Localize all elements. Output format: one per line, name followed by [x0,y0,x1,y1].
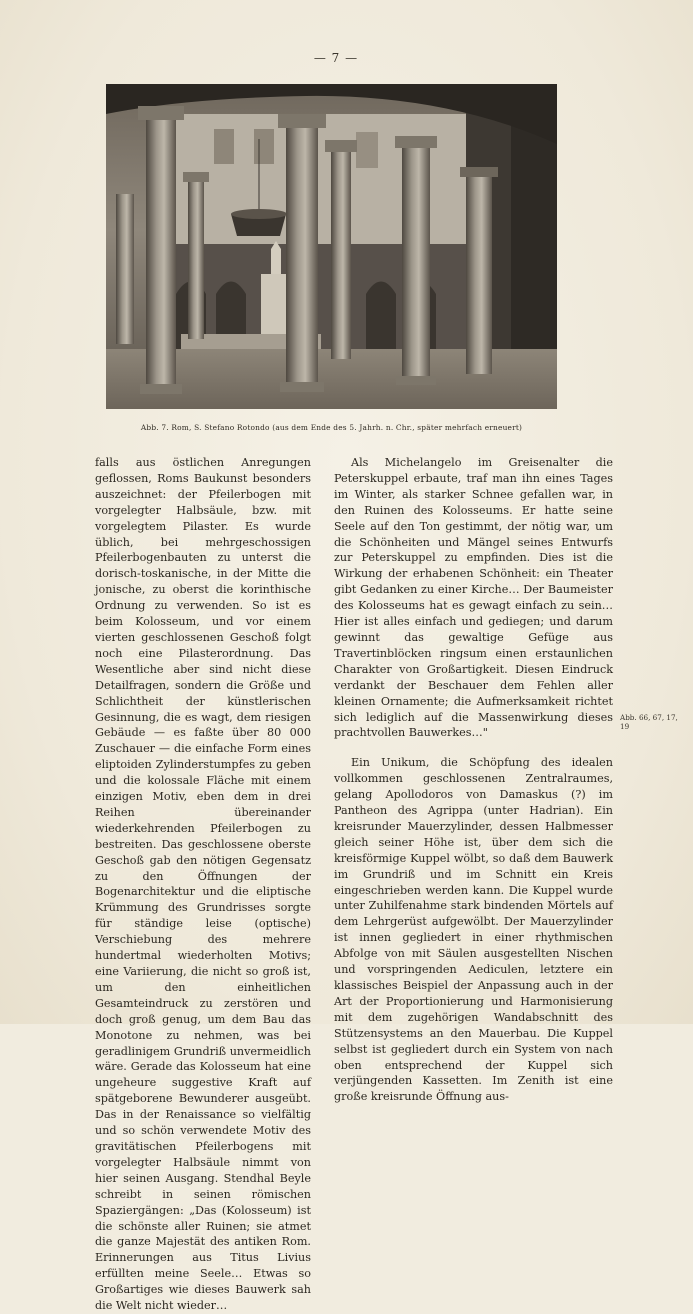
rotunda-interior-illustration [106,84,557,409]
figure-caption: Abb. 7. Rom, S. Stefano Rotondo (aus dem Ende des 5. Jahrh. n. Chr., später mehrfach erneuert) [140,423,523,432]
paragraph: Ein Unikum, die Schöpfung des idealen vollkommen geschlossenen Zentralraumes, gelang Apollodoros von Damaskus (?) im Pantheon des Agrippa (unter Hadrian). Ein kreisrunder Mauerzylinder, dessen Halbmesser gleich seiner Höhe ist, über dem sich die kreisförmige Kuppel wölbt, so daß dem Bauwerk im Grundriß und im Schnitt ein Kreis eingeschrieben werden kann. Die Kuppel wurde unter Zuhilfenahme stark bindenden Mörtels auf dem Lehrgerüst aufgewölbt. Der Mauerzylinder ist innen gegliedert in einer rhythmischen Abfolge von mit Säulen ausgestellten Nischen und vorspringenden Aediculen, letztere ein klassisches Beispiel der Anpassung auch in der Art der Proportionierung und Harmonisierung mit dem zugehörigen Wandabschnitt des Stützensystems an den Mauerbau. Die Kuppel selbst ist gegliedert durch ein System von nach oben entsprechend der Kuppel sich verjüngenden Kassetten. Im Zenith ist eine große kreisrunde Öffnung aus- [334,756,613,1104]
page-number: — 7 — [313,51,359,65]
paragraph: Als Michelangelo im Greisenalter die Peterskuppel erbaute, traf man ihn eines Tages im Winter, als starker Schnee gefallen war, in den Ruinen des Kolosseums. Er hatte seine Seele auf den Ton gestimmt, der nötig war, um die Schönheiten und Mängel seines Entwurfs zur Peterskuppel zu empfinden. Dies ist die Wirkung der erhabenen Schönheit: ein Theater gibt Gedanken zu einer Kirche… Der Baumeister des Kolosseums hat es gewagt einfach zu sein… Hier ist alles einfach und gediegen; und darum gewinnt das gewaltige Gefüge aus Travertinblöcken ringsum einen erstaunlichen Charakter von Großartigkeit. Diesen Eindruck verdankt der Beschauer dem Fehlen aller kleinen Ornamente; die Aufmerksamkeit richtet sich lediglich auf die Massenwirkung dieses prachtvollen Bauwerkes…" [334,456,613,740]
right-column [334,455,613,1105]
left-column [95,455,311,1314]
figure-photo [106,84,557,409]
margin-note: Abb. 66, 67, 17, 19 [620,713,678,731]
paragraph: falls aus östlichen Anregungen geflossen, Roms Baukunst besonders auszeichnet: der Pfeilerbogen mit vorgelegter Halbsäule, bzw. mit vorgelegtem Pilaster. Es wurde üblich, bei mehrgeschossigen Pfeilerbogenbauten zu unterst die dorisch-toskanische, in der Mitte die jonische, zu oberst die korinthische Ordnung zu verwenden. So ist es beim Kolosseum, und vor einem vierten geschlossenen Geschoß folgt noch eine Pilasterordnung. Das Wesentliche aber sind nicht diese Detailfragen, sondern die Größe und Schlichtheit der künstlerischen Gesinnung, die es wagt, dem riesigen Gebäude — es faßte über 80 000 Zuschauer — die einfache Form eines eliptoiden Zylinderstumpfes zu geben und die kolossale Fläche mit einem einzigen Motiv, eben dem in drei Reihen übereinander wiederkehrenden Pfeilerbogen zu bestreiten. Das geschlossene oberste Geschoß gab den nötigen Gegensatz zu den Öffnungen der Bogenarchitektur und die eliptische Krümmung des Grundrisses sorgte für ständige leise (optische) Verschiebung des mehrere hundertmal wiederholten Motivs; eine Variierung, die nicht so groß ist, um den einheitlichen Gesamteindruck zu zerstören und doch groß genug, um dem Bau das Monotone zu nehmen, was bei geradlinigem Grundriß unvermeidlich wäre. Gerade das Kolosseum hat eine ungeheure suggestive Kraft auf spätgeborene Bewunderer ausgeübt. Das in der Renaissance so vielfältig und so schön verwendete Motiv des gravitätischen Pfeilerbogens mit vorgelegter Halbsäule nimmt von hier seinen Ausgang. Stendhal Beyle schreibt in seinen römischen Spaziergängen: „Das (Kolosseum) ist die schönste aller Ruinen; sie atmet die ganze Majestät des antiken Rom. Erinnerungen aus Titus Livius erfüllten meine Seele… Etwas so Großartiges wie dieses Bauwerk sah die Welt nicht wieder… [95,456,311,1313]
